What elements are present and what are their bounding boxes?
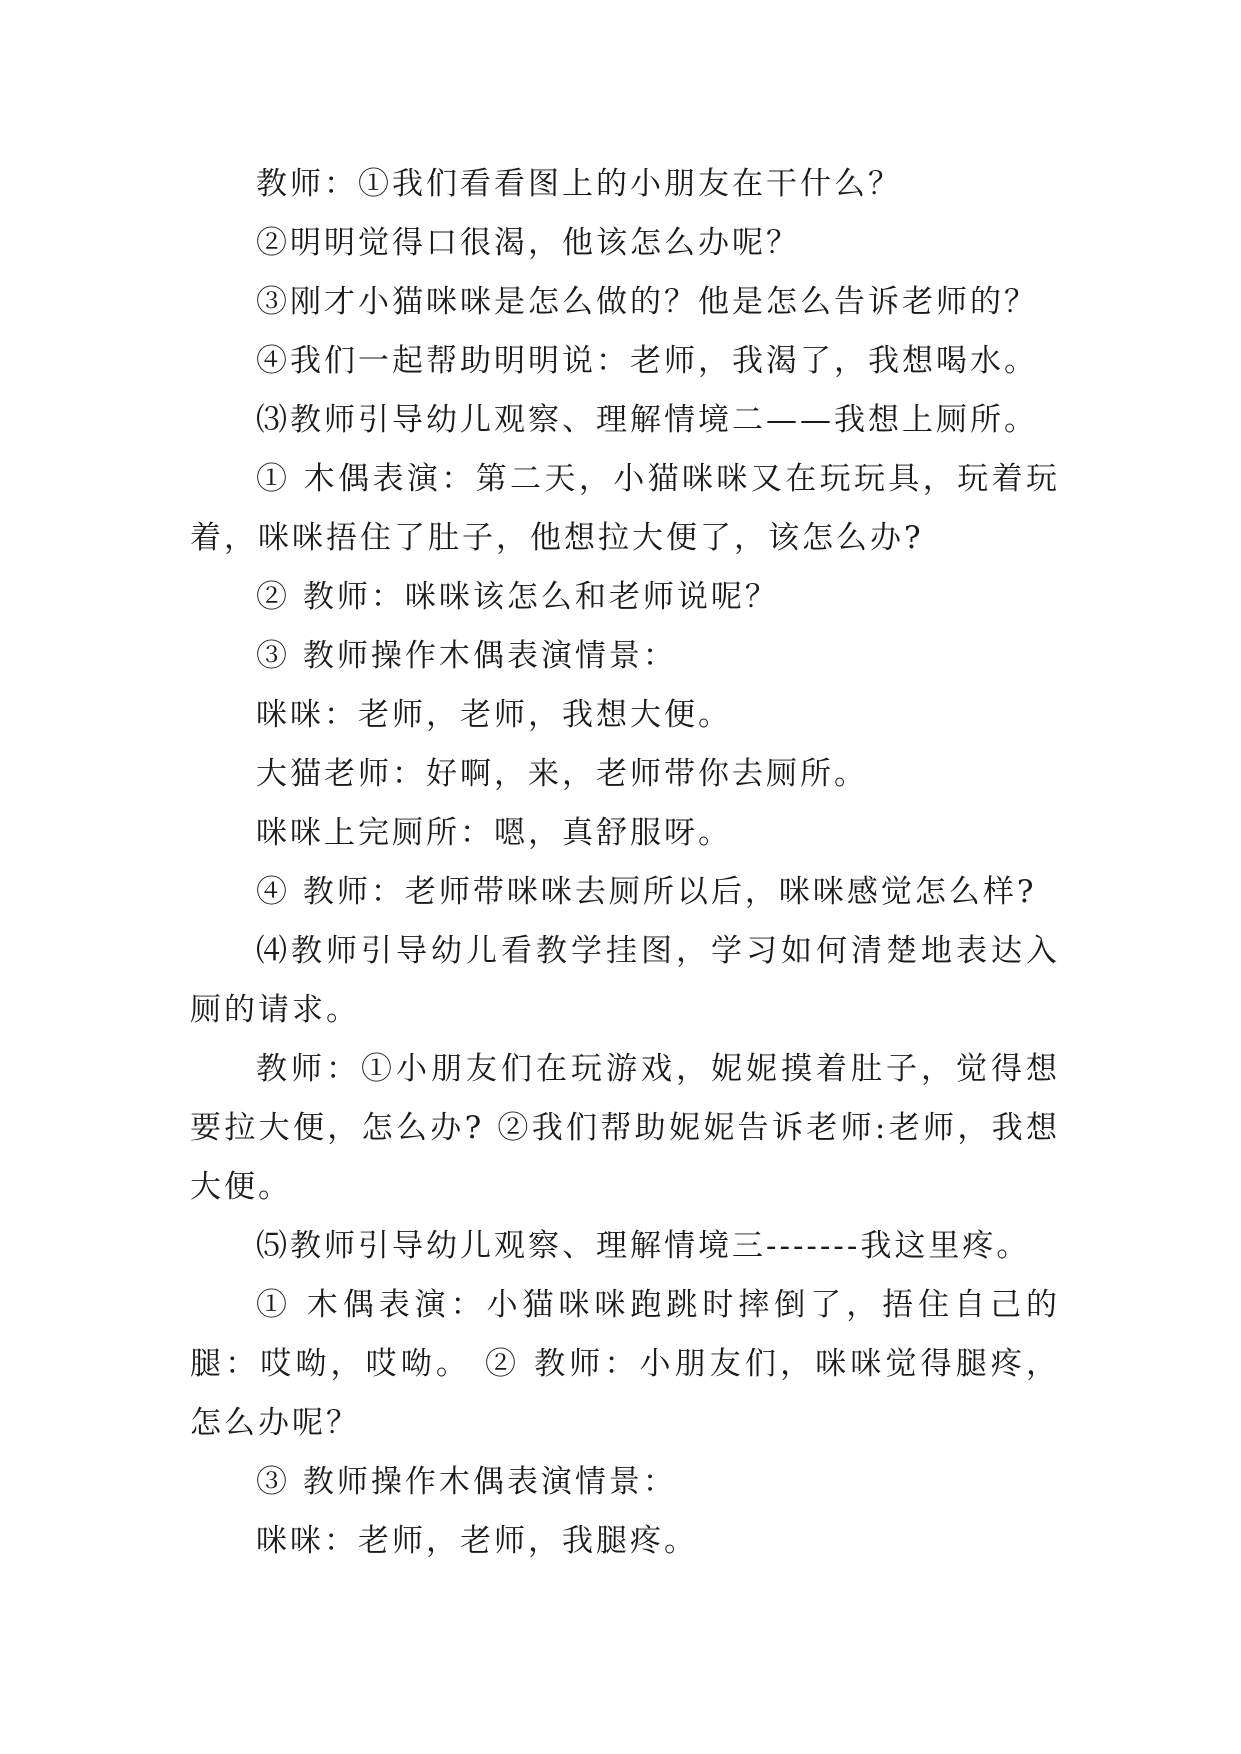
paragraph: ① 木偶表演：第二天，小猫咪咪又在玩玩具，玩着玩着，咪咪捂住了肚子，他想拉大便了，该怎么办?	[190, 461, 1060, 556]
paragraph: ⑸教师引导幼儿观察、理解情境三-------我这里疼。	[256, 1228, 1031, 1264]
paragraph: ④我们一起帮助明明说：老师，我渴了，我想喝水。	[256, 343, 1038, 379]
paragraph: 大猫老师：好啊，来，老师带你去厕所。	[256, 756, 868, 792]
paragraph: ⑶教师引导幼儿观察、理解情境二——我想上厕所。	[256, 402, 1038, 438]
paragraph: ② 教师：咪咪该怎么和老师说呢？	[256, 579, 779, 615]
paragraph: 教师：①我们看看图上的小朋友在干什么？	[256, 166, 902, 202]
paragraph: 咪咪：老师，老师，我想大便。	[256, 697, 732, 733]
paragraph: 教师：①小朋友们在玩游戏，妮妮摸着肚子，觉得想要拉大便，怎么办? ②我们帮助妮妮告诉老师:老师，我想大便。	[190, 1051, 1060, 1205]
paragraph: 咪咪：老师，老师，我腿疼。	[256, 1523, 698, 1559]
paragraph: ① 木偶表演：小猫咪咪跑跳时摔倒了，捂住自己的腿：哎呦，哎呦。 ② 教师：小朋友们，咪咪觉得腿疼，怎么办呢？	[190, 1287, 1060, 1441]
document-body	[190, 155, 1060, 1571]
paragraph: ④ 教师：老师带咪咪去厕所以后，咪咪感觉怎么样?	[256, 874, 1037, 910]
paragraph: ②明明觉得口很渴，他该怎么办呢？	[256, 225, 800, 261]
paragraph: ⑷教师引导幼儿看教学挂图，学习如何清楚地表达入厕的请求。	[190, 933, 1060, 1028]
paragraph: ③ 教师操作木偶表演情景：	[256, 1464, 677, 1500]
paragraph: 咪咪上完厕所：嗯，真舒服呀。	[256, 815, 732, 851]
paragraph: ③刚才小猫咪咪是怎么做的？他是怎么告诉老师的？	[256, 284, 1038, 320]
paragraph: ③ 教师操作木偶表演情景：	[256, 638, 677, 674]
